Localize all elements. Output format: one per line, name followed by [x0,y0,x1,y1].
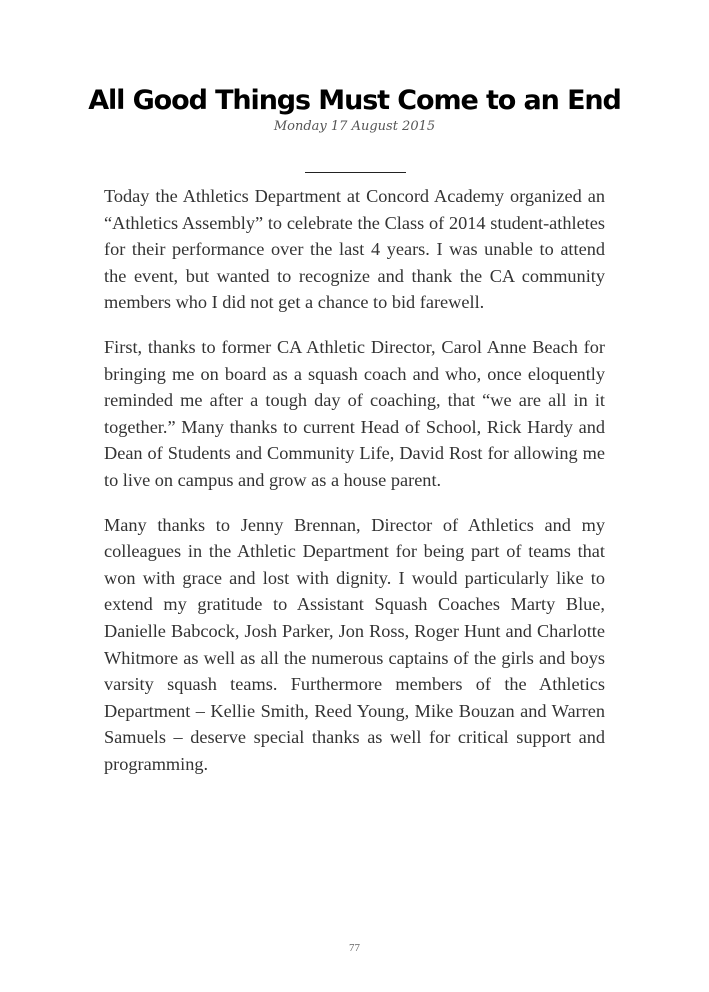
paragraph-2: First, thanks to former CA Athletic Director, Carol Anne Beach for bringing me on board as a squash coach and who, once eloquently reminded me after a tough day of coaching, that “we are all in it together.” Many thanks to current Head of School, Rick Hardy and Dean of Students and Community Life, David Rost for allowing me to live on campus and grow as a house parent. [104,336,605,490]
article-body [104,183,605,795]
title-divider [305,172,406,173]
article-date: Monday 17 August 2015 [273,119,436,134]
paragraph-3: Many thanks to Jenny Brennan, Director of Athletics and my colleagues in the Athletic Department for being part of teams that won with grace and lost with dignity. I would particularly like to extend my gratitude to Assistant Squash Coaches Marty Blue, Danielle Babcock, Josh Parker, Jon Ross, Roger Hunt and Charlotte Whitmore as well as all the numerous captains of the girls and boys varsity squash teams. Furthermore members of the Athletics Department – Kellie Smith, Reed Young, Mike Bouzan and Warren Samuels – deserve special thanks as well for critical support and programming. [104,514,605,774]
article-title: All Good Things Must Come to an End [88,85,621,116]
paragraph-1: Today the Athletics Department at Concord Academy organized an “Athletics Assembly” to celebrate the Class of 2014 student-athletes for their performance over the last 4 years. I was unable to attend the event, but wanted to recognize and thank the CA community members who I did not get a chance to bid farewell. [104,186,605,313]
page-number: 77 [349,942,360,954]
